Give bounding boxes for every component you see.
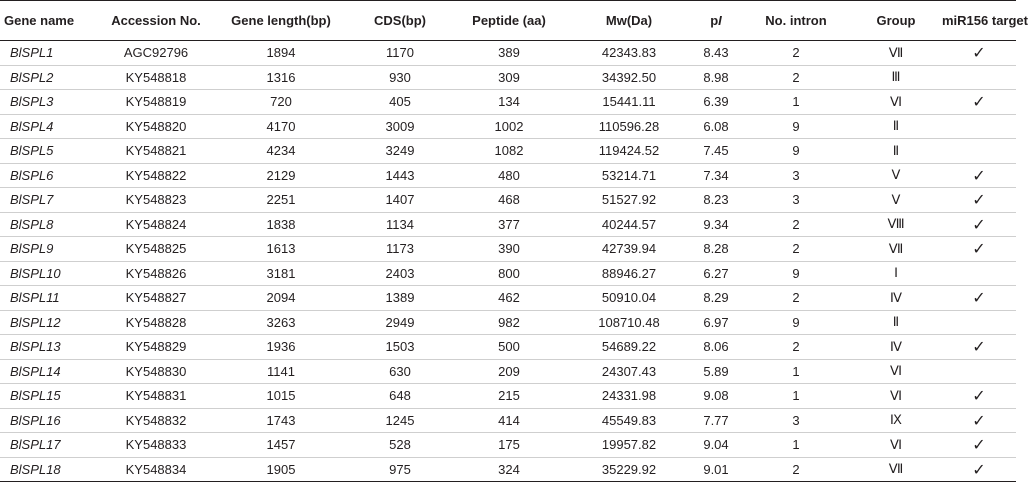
cell-pi: 6.08 (690, 114, 742, 139)
cell-mw: 119424.52 (568, 139, 690, 164)
table-row (0, 237, 1016, 262)
cell-gene-length: 1613 (212, 237, 350, 262)
cell-pi: 9.08 (690, 384, 742, 409)
cell-mir156-target: ✓ (942, 408, 1016, 433)
cell-group: Ⅲ (850, 65, 942, 90)
cell-accession: KY548831 (100, 384, 212, 409)
cell-gene-name: BlSPL6 (0, 163, 100, 188)
cell-accession: KY548830 (100, 359, 212, 384)
cell-accession: AGC92796 (100, 41, 212, 66)
cell-cds: 405 (350, 90, 450, 115)
cell-mir156-target (942, 310, 1016, 335)
cell-mw: 108710.48 (568, 310, 690, 335)
cell-gene-name: BlSPL13 (0, 335, 100, 360)
cell-gene-name: BlSPL16 (0, 408, 100, 433)
cell-mw: 19957.82 (568, 433, 690, 458)
cell-gene-length: 1894 (212, 41, 350, 66)
header-mir156-target: miR156 target (942, 1, 1016, 41)
cell-peptide: 215 (450, 384, 568, 409)
cell-introns: 1 (742, 384, 850, 409)
cell-peptide: 390 (450, 237, 568, 262)
cell-peptide: 462 (450, 286, 568, 311)
table-row (0, 408, 1016, 433)
cell-group: Ⅶ (850, 237, 942, 262)
cell-pi: 7.77 (690, 408, 742, 433)
cell-group: Ⅱ (850, 310, 942, 335)
table-row (0, 90, 1016, 115)
cell-mir156-target: ✓ (942, 41, 1016, 66)
header-row (0, 1, 1016, 41)
header-pi-p: p (710, 13, 719, 28)
cell-pi: 9.01 (690, 457, 742, 482)
cell-cds: 1134 (350, 212, 450, 237)
cell-group: Ⅵ (850, 359, 942, 384)
cell-mir156-target (942, 261, 1016, 286)
cell-introns: 9 (742, 114, 850, 139)
cell-peptide: 377 (450, 212, 568, 237)
cell-cds: 2949 (350, 310, 450, 335)
cell-cds: 1170 (350, 41, 450, 66)
cell-cds: 630 (350, 359, 450, 384)
cell-introns: 2 (742, 335, 850, 360)
cell-accession: KY548825 (100, 237, 212, 262)
cell-mw: 35229.92 (568, 457, 690, 482)
cell-mw: 42343.83 (568, 41, 690, 66)
cell-peptide: 480 (450, 163, 568, 188)
cell-pi: 7.45 (690, 139, 742, 164)
cell-accession: KY548819 (100, 90, 212, 115)
cell-introns: 2 (742, 41, 850, 66)
cell-pi: 8.43 (690, 41, 742, 66)
cell-accession: KY548818 (100, 65, 212, 90)
cell-gene-length: 1936 (212, 335, 350, 360)
cell-gene-name: BlSPL3 (0, 90, 100, 115)
cell-gene-length: 1743 (212, 408, 350, 433)
cell-mir156-target: ✓ (942, 384, 1016, 409)
cell-gene-name: BlSPL15 (0, 384, 100, 409)
cell-introns: 2 (742, 237, 850, 262)
cell-gene-length: 1905 (212, 457, 350, 482)
cell-mir156-target (942, 65, 1016, 90)
cell-gene-name: BlSPL18 (0, 457, 100, 482)
cell-gene-name: BlSPL12 (0, 310, 100, 335)
cell-introns: 2 (742, 286, 850, 311)
header-peptide: Peptide (aa) (450, 1, 568, 41)
cell-mir156-target: ✓ (942, 212, 1016, 237)
cell-gene-length: 2129 (212, 163, 350, 188)
cell-gene-name: BlSPL11 (0, 286, 100, 311)
cell-cds: 2403 (350, 261, 450, 286)
cell-peptide: 134 (450, 90, 568, 115)
cell-gene-length: 1838 (212, 212, 350, 237)
cell-gene-name: BlSPL14 (0, 359, 100, 384)
cell-mir156-target (942, 114, 1016, 139)
header-gene-name: Gene name (0, 1, 100, 41)
cell-mw: 34392.50 (568, 65, 690, 90)
cell-pi: 8.28 (690, 237, 742, 262)
cell-group: Ⅵ (850, 433, 942, 458)
cell-group: Ⅱ (850, 114, 942, 139)
cell-introns: 2 (742, 212, 850, 237)
cell-group: Ⅱ (850, 139, 942, 164)
table-row (0, 41, 1016, 66)
cell-mw: 50910.04 (568, 286, 690, 311)
cell-gene-name: BlSPL8 (0, 212, 100, 237)
cell-accession: KY548822 (100, 163, 212, 188)
cell-cds: 1245 (350, 408, 450, 433)
cell-gene-name: BlSPL4 (0, 114, 100, 139)
cell-accession: KY548823 (100, 188, 212, 213)
cell-cds: 930 (350, 65, 450, 90)
cell-pi: 8.23 (690, 188, 742, 213)
cell-peptide: 309 (450, 65, 568, 90)
header-accession: Accession No. (100, 1, 212, 41)
cell-gene-length: 720 (212, 90, 350, 115)
cell-gene-length: 1457 (212, 433, 350, 458)
cell-cds: 1443 (350, 163, 450, 188)
cell-mir156-target: ✓ (942, 433, 1016, 458)
cell-mir156-target: ✓ (942, 335, 1016, 360)
table-row (0, 212, 1016, 237)
header-cds: CDS(bp) (350, 1, 450, 41)
cell-pi: 9.04 (690, 433, 742, 458)
cell-cds: 1173 (350, 237, 450, 262)
cell-accession: KY548829 (100, 335, 212, 360)
cell-gene-name: BlSPL2 (0, 65, 100, 90)
cell-peptide: 324 (450, 457, 568, 482)
cell-accession: KY548828 (100, 310, 212, 335)
cell-mir156-target: ✓ (942, 188, 1016, 213)
cell-pi: 7.34 (690, 163, 742, 188)
cell-pi: 8.06 (690, 335, 742, 360)
cell-pi: 5.89 (690, 359, 742, 384)
table-row (0, 261, 1016, 286)
cell-introns: 1 (742, 433, 850, 458)
cell-peptide: 800 (450, 261, 568, 286)
cell-gene-length: 2094 (212, 286, 350, 311)
cell-introns: 3 (742, 188, 850, 213)
cell-mw: 88946.27 (568, 261, 690, 286)
cell-peptide: 209 (450, 359, 568, 384)
table-row (0, 457, 1016, 482)
cell-accession: KY548821 (100, 139, 212, 164)
cell-gene-length: 3181 (212, 261, 350, 286)
cell-mw: 24307.43 (568, 359, 690, 384)
table-row (0, 286, 1016, 311)
cell-group: Ⅶ (850, 41, 942, 66)
cell-peptide: 389 (450, 41, 568, 66)
cell-group: Ⅵ (850, 90, 942, 115)
cell-mir156-target (942, 139, 1016, 164)
cell-group: Ⅵ (850, 384, 942, 409)
cell-peptide: 1082 (450, 139, 568, 164)
cell-pi: 6.97 (690, 310, 742, 335)
cell-group: Ⅳ (850, 335, 942, 360)
cell-peptide: 1002 (450, 114, 568, 139)
cell-introns: 3 (742, 408, 850, 433)
table-row (0, 114, 1016, 139)
cell-cds: 528 (350, 433, 450, 458)
header-group: Group (850, 1, 942, 41)
cell-mw: 110596.28 (568, 114, 690, 139)
cell-cds: 1407 (350, 188, 450, 213)
cell-introns: 9 (742, 261, 850, 286)
cell-gene-length: 2251 (212, 188, 350, 213)
cell-peptide: 982 (450, 310, 568, 335)
cell-introns: 3 (742, 163, 850, 188)
cell-mir156-target: ✓ (942, 90, 1016, 115)
cell-cds: 1389 (350, 286, 450, 311)
cell-pi: 6.27 (690, 261, 742, 286)
cell-group: Ⅸ (850, 408, 942, 433)
cell-accession: KY548827 (100, 286, 212, 311)
table-row (0, 65, 1016, 90)
table-body (0, 41, 1016, 482)
cell-cds: 648 (350, 384, 450, 409)
header-pi-i: I (718, 13, 722, 28)
cell-mir156-target: ✓ (942, 163, 1016, 188)
cell-group: Ⅴ (850, 188, 942, 213)
cell-gene-length: 3263 (212, 310, 350, 335)
cell-mw: 42739.94 (568, 237, 690, 262)
cell-mir156-target: ✓ (942, 237, 1016, 262)
cell-peptide: 414 (450, 408, 568, 433)
cell-gene-length: 4234 (212, 139, 350, 164)
cell-group: Ⅶ (850, 457, 942, 482)
cell-accession: KY548820 (100, 114, 212, 139)
cell-gene-name: BlSPL17 (0, 433, 100, 458)
table-row (0, 335, 1016, 360)
cell-mw: 53214.71 (568, 163, 690, 188)
cell-gene-name: BlSPL10 (0, 261, 100, 286)
cell-introns: 1 (742, 359, 850, 384)
cell-mir156-target (942, 359, 1016, 384)
header-pi (690, 1, 742, 41)
cell-group: Ⅷ (850, 212, 942, 237)
cell-mw: 40244.57 (568, 212, 690, 237)
cell-gene-name: BlSPL1 (0, 41, 100, 66)
cell-pi: 6.39 (690, 90, 742, 115)
cell-mir156-target: ✓ (942, 457, 1016, 482)
cell-group: Ⅴ (850, 163, 942, 188)
table-row (0, 359, 1016, 384)
cell-peptide: 468 (450, 188, 568, 213)
cell-pi: 8.98 (690, 65, 742, 90)
cell-group: Ⅳ (850, 286, 942, 311)
cell-accession: KY548834 (100, 457, 212, 482)
table-row (0, 163, 1016, 188)
cell-accession: KY548833 (100, 433, 212, 458)
cell-accession: KY548824 (100, 212, 212, 237)
cell-pi: 8.29 (690, 286, 742, 311)
cell-introns: 2 (742, 65, 850, 90)
cell-introns: 9 (742, 310, 850, 335)
cell-introns: 1 (742, 90, 850, 115)
cell-mw: 45549.83 (568, 408, 690, 433)
cell-accession: KY548826 (100, 261, 212, 286)
cell-mw: 15441.11 (568, 90, 690, 115)
cell-cds: 3249 (350, 139, 450, 164)
table-row (0, 384, 1016, 409)
cell-cds: 3009 (350, 114, 450, 139)
header-gene-length: Gene length(bp) (212, 1, 350, 41)
cell-mw: 51527.92 (568, 188, 690, 213)
table-row (0, 139, 1016, 164)
table-row (0, 310, 1016, 335)
cell-peptide: 500 (450, 335, 568, 360)
cell-cds: 975 (350, 457, 450, 482)
cell-introns: 9 (742, 139, 850, 164)
table-row (0, 188, 1016, 213)
header-mw: Mw(Da) (568, 1, 690, 41)
cell-gene-length: 4170 (212, 114, 350, 139)
cell-mir156-target: ✓ (942, 286, 1016, 311)
table-row (0, 433, 1016, 458)
cell-gene-name: BlSPL5 (0, 139, 100, 164)
cell-gene-length: 1316 (212, 65, 350, 90)
cell-peptide: 175 (450, 433, 568, 458)
cell-accession: KY548832 (100, 408, 212, 433)
cell-pi: 9.34 (690, 212, 742, 237)
cell-mw: 24331.98 (568, 384, 690, 409)
cell-group: Ⅰ (850, 261, 942, 286)
cell-gene-name: BlSPL7 (0, 188, 100, 213)
cell-gene-name: BlSPL9 (0, 237, 100, 262)
cell-introns: 2 (742, 457, 850, 482)
cell-cds: 1503 (350, 335, 450, 360)
cell-mw: 54689.22 (568, 335, 690, 360)
header-introns: No. intron (742, 1, 850, 41)
cell-gene-length: 1141 (212, 359, 350, 384)
cell-gene-length: 1015 (212, 384, 350, 409)
